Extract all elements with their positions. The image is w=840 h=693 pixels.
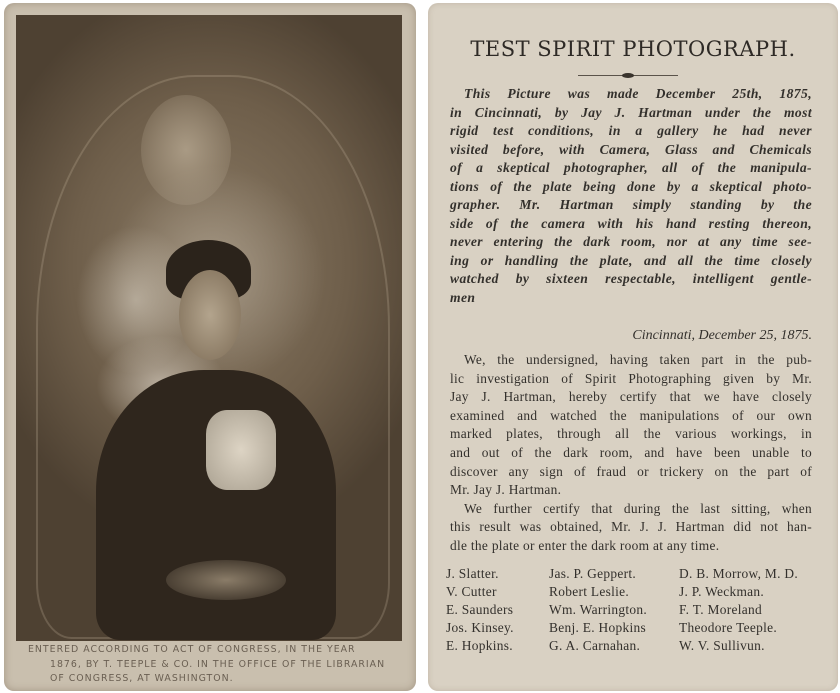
certificate-line: Jay J. Hartman, hereby certify that we have closely (450, 389, 812, 405)
signature-row (446, 601, 798, 619)
signature: G. A. Carnahan. (549, 638, 641, 653)
signature-row (446, 637, 798, 655)
certificate-line: dle the plate or enter the dark room at any time. (450, 537, 720, 553)
date-line: Cincinnati, December 25, 1875. (632, 328, 812, 343)
statement-line: of a skeptical photographer, all of the manipula- (450, 160, 812, 175)
signature-row (446, 619, 798, 637)
certificate-line: and out of the dark room, and have been unable to (450, 444, 812, 460)
copyright-notice (4, 643, 416, 687)
spirit-photograph-image (16, 15, 402, 641)
certificate-line: discover any sign of fraud or trickery on the part of (450, 463, 812, 479)
photograph-front-card (4, 3, 416, 691)
credit-line: ENTERED ACCORDING TO ACT OF CONGRESS, IN THE YEAR (28, 644, 356, 655)
photograph-back-card (428, 3, 838, 691)
signature: J. P. Weckman. (679, 584, 765, 599)
certificate-line: marked plates, through all the various workings, in (450, 426, 812, 442)
signature: E. Hopkins. (446, 638, 513, 653)
signature: Benj. E. Hopkins (549, 620, 647, 635)
signature: Theodore Teeple. (679, 620, 778, 635)
signatures-list (446, 565, 798, 655)
certificate-line: We, the undersigned, having taken part in the pub- (464, 352, 812, 367)
statement-line: This Picture was made December 25th, 1875, (464, 86, 812, 101)
statement-line: never entering the dark room, nor at any time see- (450, 234, 812, 249)
signature: Wm. Warrington. (549, 602, 648, 617)
statement-line: men (450, 289, 476, 305)
card-title: TEST SPIRIT PHOTOGRAPH. (470, 37, 796, 61)
signature: W. V. Sullivun. (679, 638, 765, 653)
certificate-line: We further certify that during the last sitting, when (464, 500, 812, 516)
statement-line: ing or handling the plate, and all the time closely (450, 252, 812, 268)
signature: F. T. Moreland (679, 602, 762, 617)
statement-line: grapher. Mr. Hartman simply standing by the (450, 197, 812, 212)
ornament-divider (578, 75, 678, 76)
statement-line: rigid test conditions, in a gallery he had never (450, 123, 812, 138)
signature-row (446, 583, 798, 601)
statement-line: watched by sixteen respectable, intelligent gentle- (450, 271, 812, 286)
signature: D. B. Morrow, M. D. (679, 566, 799, 581)
statement-paragraph (450, 85, 812, 307)
certificate-paragraph (450, 351, 812, 556)
signature: V. Cutter (446, 584, 497, 599)
signature-row (446, 565, 798, 583)
statement-line: side of the camera with his hand resting thereon, (450, 215, 812, 231)
statement-line: in Cincinnati, by Jay J. Hartman under the most (450, 104, 812, 120)
signature: Jos. Kinsey. (446, 620, 514, 635)
statement-line: visited before, with Camera, Glass and Chemicals (450, 141, 812, 157)
credit-line: 1876, BY T. TEEPLE & CO. IN THE OFFICE OF THE LIBRARIAN (50, 658, 386, 670)
signature: Robert Leslie. (549, 584, 630, 599)
signature: E. Saunders (446, 602, 514, 617)
certificate-line: this result was obtained, Mr. J. J. Hartman did not han- (450, 519, 812, 535)
credit-line: OF CONGRESS, AT WASHINGTON. (50, 673, 234, 684)
statement-line: tions of the plate being done by a skeptical photo- (450, 178, 812, 194)
certificate-line: lic investigation of Spirit Photographing given by Mr. (450, 370, 812, 386)
signature: J. Slatter. (446, 566, 499, 581)
certificate-line: Mr. Jay J. Hartman. (450, 482, 562, 498)
certificate-line: examined and watched the manipulations of our own (450, 407, 812, 423)
signature: Jas. P. Geppert. (549, 566, 636, 581)
